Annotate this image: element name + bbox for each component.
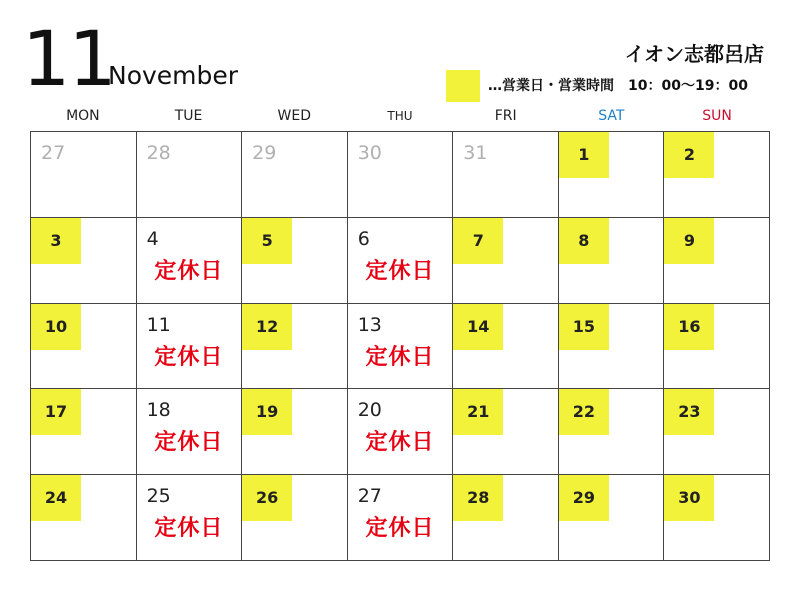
month-number: 11 [22, 14, 115, 103]
closed-day-label: 定休日 [365, 344, 435, 370]
calendar-day-cell [31, 389, 137, 475]
calendar-day-cell [559, 475, 665, 561]
day-number: 29 [252, 142, 277, 164]
closed-day-label: 定休日 [154, 516, 224, 542]
closed-day-label: 定休日 [154, 430, 224, 456]
day-number: 16 [664, 304, 714, 350]
day-number: 19 [242, 389, 292, 435]
calendar-day-cell [137, 475, 243, 561]
calendar-day-cell [242, 389, 348, 475]
day-number: 12 [242, 304, 292, 350]
store-name: イオン志都呂店 [624, 42, 764, 66]
calendar-day-cell [137, 389, 243, 475]
calendar-day-cell [242, 304, 348, 390]
day-number: 1 [559, 132, 609, 178]
day-number: 18 [146, 399, 171, 422]
closed-day-label: 定休日 [365, 516, 435, 542]
day-number: 28 [146, 142, 171, 164]
calendar-day-cell [559, 304, 665, 390]
legend-swatch [446, 70, 480, 102]
day-number: 21 [453, 389, 503, 435]
day-number: 11 [146, 313, 171, 336]
day-number: 27 [41, 142, 66, 164]
month-name: November [108, 61, 239, 90]
day-number: 20 [357, 399, 382, 422]
calendar-day-cell [31, 132, 137, 218]
day-number: 30 [664, 475, 714, 521]
closed-day-label: 定休日 [365, 430, 435, 456]
day-number: 7 [453, 218, 503, 264]
day-number: 4 [146, 227, 159, 250]
calendar-day-cell [348, 304, 454, 390]
calendar-day-cell [453, 389, 559, 475]
calendar-day-cell [453, 218, 559, 304]
weekday-tue: TUE [174, 108, 203, 124]
calendar-day-cell [559, 132, 665, 218]
day-number: 29 [559, 475, 609, 521]
day-number: 14 [453, 304, 503, 350]
calendar-day-cell [348, 132, 454, 218]
day-number: 2 [664, 132, 714, 178]
calendar-day-cell [348, 218, 454, 304]
calendar-grid [30, 131, 770, 561]
calendar-day-cell [664, 304, 770, 390]
closed-day-label: 定休日 [154, 258, 224, 284]
day-number: 23 [664, 389, 714, 435]
day-number: 30 [357, 142, 382, 164]
calendar-day-cell [453, 475, 559, 561]
calendar-day-cell [31, 475, 137, 561]
weekday-header-row [30, 104, 770, 128]
day-number: 9 [664, 218, 714, 264]
calendar-day-cell [664, 475, 770, 561]
day-number: 3 [31, 218, 81, 264]
day-number: 17 [31, 389, 81, 435]
day-number: 31 [463, 142, 488, 164]
calendar-day-cell [348, 389, 454, 475]
day-number: 6 [357, 227, 370, 250]
day-number: 15 [559, 304, 609, 350]
calendar-day-cell [664, 389, 770, 475]
day-number: 27 [357, 485, 382, 508]
weekday-fri: FRI [494, 108, 517, 124]
calendar-day-cell [242, 475, 348, 561]
calendar-day-cell [137, 304, 243, 390]
calendar-day-cell [453, 304, 559, 390]
weekday-mon: MON [66, 108, 100, 124]
calendar-day-cell [559, 218, 665, 304]
calendar-day-cell [453, 132, 559, 218]
day-number: 26 [242, 475, 292, 521]
weekday-wed: WED [277, 108, 311, 124]
day-number: 28 [453, 475, 503, 521]
weekday-thu: THU [387, 109, 413, 123]
calendar-day-cell [348, 475, 454, 561]
day-number: 5 [242, 218, 292, 264]
day-number: 25 [146, 485, 171, 508]
closed-day-label: 定休日 [154, 344, 224, 370]
day-number: 10 [31, 304, 81, 350]
legend-text: …営業日・営業時間 10：00～19：00 [488, 78, 748, 94]
day-number: 8 [559, 218, 609, 264]
day-number: 24 [31, 475, 81, 521]
day-number: 13 [357, 313, 382, 336]
calendar-day-cell [137, 132, 243, 218]
weekday-sat: SAT [598, 108, 625, 124]
calendar-day-cell [31, 304, 137, 390]
calendar-day-cell [664, 218, 770, 304]
closed-day-label: 定休日 [365, 258, 435, 284]
calendar-day-cell [137, 218, 243, 304]
weekday-sun: SUN [702, 108, 732, 124]
day-number: 22 [559, 389, 609, 435]
calendar-day-cell [31, 218, 137, 304]
calendar-day-cell [559, 389, 665, 475]
calendar-day-cell [242, 132, 348, 218]
calendar-day-cell [242, 218, 348, 304]
calendar-day-cell [664, 132, 770, 218]
